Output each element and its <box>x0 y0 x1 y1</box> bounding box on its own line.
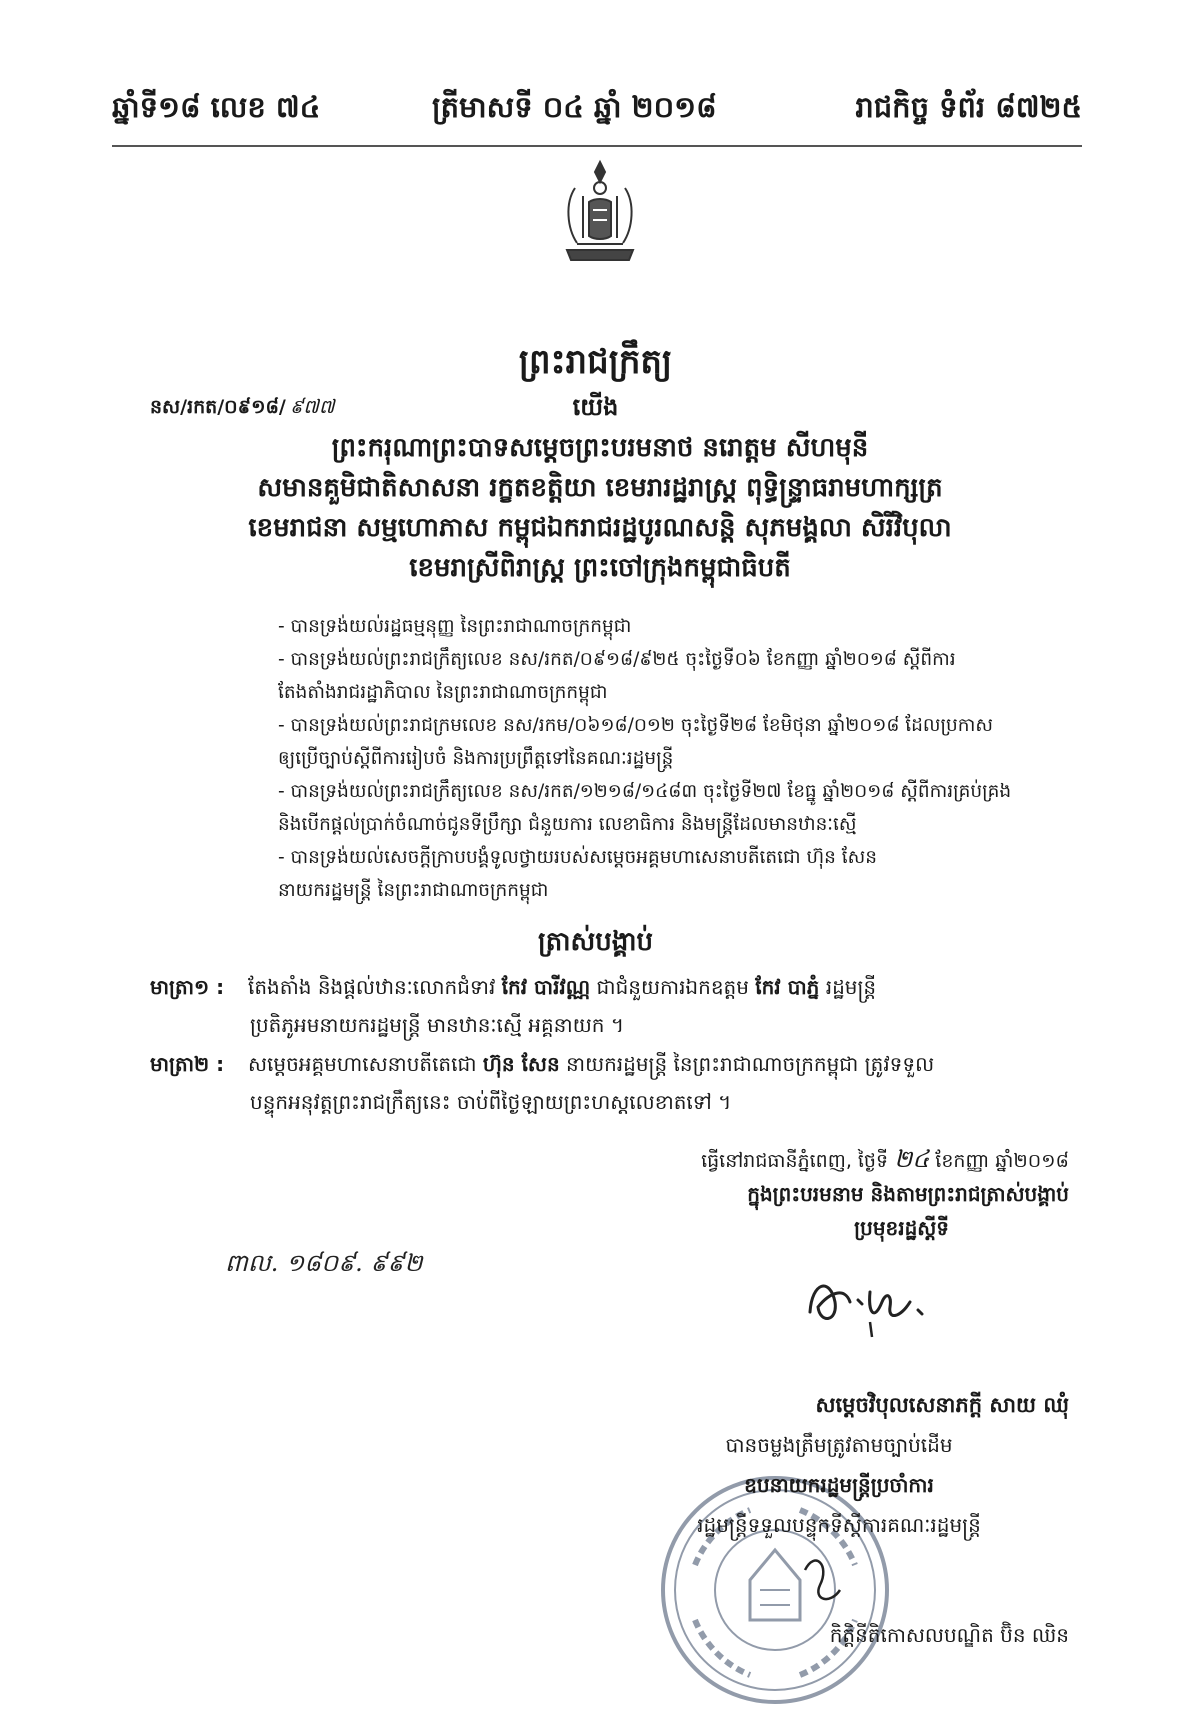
consideration-line-continued: តែងតាំងរាជរដ្ឋាភិបាល នៃព្រះរាជាណាចក្រកម្ពុជា <box>278 682 608 703</box>
header-divider <box>112 145 1082 147</box>
article-text-continued: បន្ទុកអនុវត្តព្រះរាជក្រឹត្យនេះ ចាប់ពីថ្ងៃឡាយព្រះហស្តលេខាតទៅ ។ <box>250 1090 732 1114</box>
consideration-line-continued: ឲ្យប្រើច្បាប់ស្តីពីការរៀបចំ និងការប្រព្រឹត្តទៅនៃគណៈរដ្ឋមន្ត្រី <box>278 748 674 769</box>
consideration-item <box>278 841 1068 907</box>
royal-title-block <box>150 428 1050 588</box>
decree-title: ព្រះរាជក្រឹត្យ <box>518 342 673 382</box>
signing-day-handwritten: ២៤ <box>894 1145 930 1173</box>
consideration-line: - បានទ្រង់យល់ព្រះរាជក្រឹត្យលេខ នស/រកត/០៩១៨/៩២៥ ចុះថ្ងៃទី០៦ ខែកញ្ញា ឆ្នាំ២០១៨ ស្តីពីការ <box>278 649 956 670</box>
royal-emblem-icon <box>555 158 645 266</box>
decree-number-handwritten: ៩៧៧ <box>289 396 335 418</box>
signing-date-text: ធ្វើនៅរាជធានីភ្នំពេញ, ថ្ងៃទី <box>701 1150 895 1172</box>
gazette-year-number: ឆ្នាំទី១៨ លេខ ៧៤ <box>112 90 321 124</box>
article-text: តែងតាំង និងផ្តល់ឋានៈលោកជំទាវ <box>248 975 502 999</box>
we-heading: យើង <box>572 393 619 421</box>
article-person-name: កែវ បាភ្នំ <box>755 975 820 999</box>
signature-icon <box>800 1262 940 1342</box>
consideration-item <box>278 709 1068 775</box>
consideration-line: - បានទ្រង់យល់ព្រះរាជក្រមលេខ នស/រកម/០៦១៨/០១២ ចុះថ្ងៃទី២៨ ខែមិថុនា ឆ្នាំ២០១៨ ដែលប្រកាស <box>278 715 994 736</box>
royal-command-line: ក្នុងព្រះបរមនាម និងតាមព្រះរាជត្រាស់បង្គាប់ <box>747 1182 1069 1206</box>
consideration-line-continued: នាយករដ្ឋមន្ត្រី នៃព្រះរាជាណាចក្រកម្ពុជា <box>278 880 549 901</box>
consideration-item <box>278 643 1068 709</box>
true-copy-statement: បានចម្លងត្រឹមត្រូវតាមច្បាប់ដើម <box>725 1433 953 1457</box>
article-text: ជាជំនួយការឯកឧត្តម <box>590 975 756 999</box>
acting-head-of-state: ប្រមុខរដ្ឋស្តីទី <box>854 1216 949 1240</box>
signature-block <box>701 1143 1069 1245</box>
signatory-name: សម្តេចវិបុលសេនាភក្តី សាយ ឈុំ <box>815 1393 1069 1417</box>
consideration-line-continued: និងបើកផ្តល់ប្រាក់ចំណាច់ជូនទីប្រឹក្សា ជំនួយការ លេខាធិការ និងមន្ត្រីដែលមានឋានៈស្មើ <box>278 814 857 835</box>
decrees-heading: ត្រាស់បង្គាប់ <box>537 927 654 957</box>
royal-title-line: ខេមរាជនា សម្មហោភាស កម្ពុជឯករាជរដ្ឋបូរណសន្តិ សុភមង្គលា សិរីវិបុលា <box>248 513 952 543</box>
decree-number-printed: នស/រកត/០៩១៨/ <box>150 396 286 418</box>
signing-date <box>701 1143 1069 1177</box>
consideration-line: - បានទ្រង់យល់ព្រះរាជក្រឹត្យលេខ នស/រកត/១២១៨/១៤៨៣ ចុះថ្ងៃទី២៧ ខែធ្នូ ឆ្នាំ២០១៨ ស្តីពីការគ្រប់គ្រង <box>278 781 1012 802</box>
certifying-official: កិត្តិនីតិកោសលបណ្ឌិត ប៊ិន ឈិន <box>829 1623 1069 1647</box>
gazette-header <box>112 90 1082 150</box>
royal-title-line: ព្រះករុណាព្រះបាទសម្តេចព្រះបរមនាថ នរោត្តម សីហមុនី <box>331 433 869 463</box>
certifier-role: ឧបនាយករដ្ឋមន្ត្រីប្រចាំការ <box>744 1473 934 1497</box>
certifier-role-detail: រដ្ឋមន្ត្រីទទួលបន្ទុកទីស្តីការគណៈរដ្ឋមន្ត្រី <box>697 1513 981 1537</box>
article-text: នាយករដ្ឋមន្ត្រី នៃព្រះរាជាណាចក្រកម្ពុជា ត្រូវទទួល <box>559 1052 935 1076</box>
article-2 <box>150 1045 1070 1121</box>
article-label: មាត្រា២ : <box>150 1052 225 1076</box>
signing-date-text: ខែកញ្ញា ឆ្នាំ២០១៨ <box>929 1150 1069 1172</box>
royal-title-line: សមានគួមិជាតិសាសនា រក្ខតខត្តិយា ខេមរារដ្ឋរាស្ត្រ ពុទ្ធិន្ទ្រាធរាមហាក្សត្រ <box>257 473 943 503</box>
considerations-list <box>278 610 1068 907</box>
certification-block <box>609 1385 1069 1655</box>
registration-note: ពាល. ១៨០៩. ៩៩២ <box>225 1249 423 1277</box>
article-1 <box>150 968 1070 1044</box>
consideration-line: - បានទ្រង់យល់សេចក្តីក្រាបបង្គំទូលថ្វាយរបស់សម្តេចអគ្គមហាសេនាបតីតេជោ ហ៊ុន សែន <box>278 847 878 868</box>
article-text: សម្តេចអគ្គមហាសេនាបតីតេជោ <box>248 1052 483 1076</box>
gazette-page: រាជកិច្ច ទំព័រ ៨៧២៥ <box>855 90 1082 124</box>
gazette-quarter: ត្រីមាសទី ០៤ ឆ្នាំ ២០១៨ <box>432 90 717 124</box>
consideration-line: - បានទ្រង់យល់រដ្ឋធម្មនុញ្ញ នៃព្រះរាជាណាចក្រកម្ពុជា <box>278 616 632 637</box>
article-text: រដ្ឋមន្ត្រី <box>819 975 877 999</box>
article-text-continued: ប្រតិភូអមនាយករដ្ឋមន្ត្រី មានឋានៈស្មើ អគ្គនាយក ។ <box>250 1013 625 1037</box>
article-label: មាត្រា១ : <box>150 975 225 999</box>
royal-title-line: ខេមរាស្រីពិរាស្ត្រ ព្រះចៅក្រុងកម្ពុជាធិបតី <box>409 553 791 583</box>
consideration-item <box>278 775 1068 841</box>
article-person-name: ហ៊ុន សែន <box>482 1052 560 1076</box>
consideration-item <box>278 610 1068 643</box>
article-person-name: កែវ បារីវណ្ណ <box>501 975 591 999</box>
